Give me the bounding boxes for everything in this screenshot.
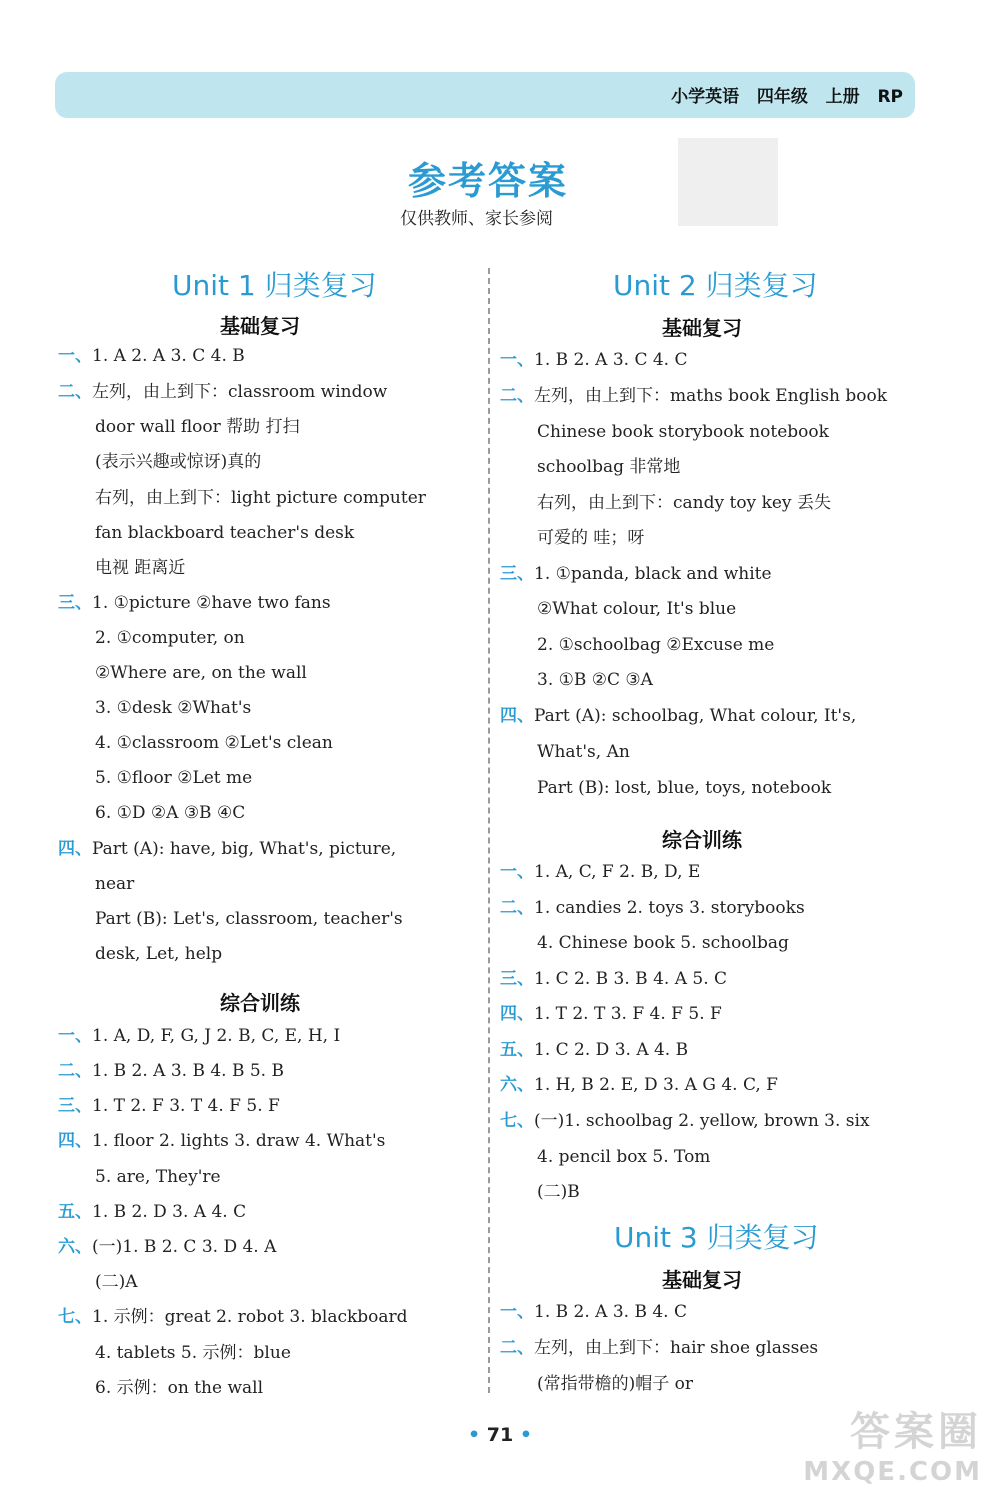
answer-text: 1. A, C, F 2. B, D, E <box>534 862 701 882</box>
left-answer-line <box>95 487 426 509</box>
right-answer-line <box>500 563 772 585</box>
answer-text: 1. A 2. A 3. C 4. B <box>92 346 245 366</box>
question-number-marker: 一、 <box>58 1026 92 1046</box>
question-number-marker: 五、 <box>58 1202 92 1222</box>
left-answer-line <box>58 838 396 860</box>
unit3-title: Unit 3 归类复习 <box>614 1221 819 1254</box>
left-answer-line <box>58 1130 385 1152</box>
question-number-marker: 二、 <box>58 1061 92 1081</box>
left-answer-line <box>95 943 222 965</box>
question-number-marker: 七、 <box>500 1111 534 1131</box>
left-answer-line <box>95 557 185 579</box>
left-answer-line <box>95 522 354 544</box>
right-answer-line <box>537 421 829 443</box>
unit1-title: Unit 1 归类复习 <box>172 269 377 302</box>
answer-text: (二)B <box>537 1182 580 1202</box>
left-answer-line <box>58 1060 284 1082</box>
answer-text: 1. C 2. D 3. A 4. B <box>534 1040 689 1060</box>
right-answer-line <box>537 456 680 478</box>
right-answer-line <box>500 705 856 727</box>
question-number-marker: 六、 <box>500 1075 534 1095</box>
left-answer-line <box>95 908 403 930</box>
answer-text: 1. floor 2. lights 3. draw 4. What's <box>92 1131 386 1151</box>
answer-text: 3. ①B ②C ③A <box>537 670 653 690</box>
left-answer-line <box>95 697 251 719</box>
right-answer-line <box>500 1301 687 1323</box>
answer-text: (一)1. schoolbag 2. yellow, brown 3. six <box>534 1111 870 1131</box>
answer-text: 左列，由上到下：hair shoe glasses <box>534 1338 819 1358</box>
unit2-basic-review-heading: 基础复习 <box>662 316 742 340</box>
answer-text: 6. ①D ②A ③B ④C <box>95 803 246 823</box>
right-answer-line <box>500 1074 778 1096</box>
unit1-comprehensive-heading: 综合训练 <box>220 991 300 1015</box>
answer-text: 3. ①desk ②What's <box>95 698 252 718</box>
right-answer-line <box>537 1373 693 1395</box>
question-number-marker: 三、 <box>500 969 534 989</box>
left-answer-line <box>95 802 245 824</box>
right-answer-line <box>500 385 887 407</box>
left-answer-line <box>58 1306 408 1328</box>
right-answer-line <box>537 1181 580 1203</box>
answer-text: schoolbag 非常地 <box>537 457 681 477</box>
left-answer-line <box>95 732 333 754</box>
answer-text: fan blackboard teacher's desk <box>95 523 355 543</box>
answer-text: 1. B 2. D 3. A 4. C <box>92 1202 247 1222</box>
right-answer-line <box>537 741 630 763</box>
answer-text: 可爱的 哇；呀 <box>537 528 645 548</box>
answer-text: 左列，由上到下：classroom window <box>92 382 388 402</box>
right-answer-line <box>537 669 653 691</box>
left-answer-line <box>95 627 245 649</box>
qr-code-placeholder <box>678 138 778 226</box>
answer-text: 1. B 2. A 3. C 4. C <box>534 350 688 370</box>
answer-text: What's, An <box>537 742 630 762</box>
unit2-title: Unit 2 归类复习 <box>613 269 818 302</box>
left-answer-line <box>58 381 387 403</box>
page-number: • 71 • <box>468 1424 532 1446</box>
answer-text: 5. ①floor ②Let me <box>95 768 253 788</box>
right-answer-line <box>537 598 736 620</box>
left-answer-line <box>95 1166 221 1188</box>
right-answer-line <box>500 1110 870 1132</box>
answer-text: 1. 示例：great 2. robot 3. blackboard <box>92 1307 408 1327</box>
header-label: 小学英语 四年级 上册 RP <box>671 87 903 107</box>
answer-text: 4. tablets 5. 示例：blue <box>95 1343 291 1363</box>
left-answer-line <box>95 1377 263 1399</box>
answer-text: Part (B): lost, blue, toys, notebook <box>537 778 832 798</box>
question-number-marker: 二、 <box>58 382 92 402</box>
right-answer-line <box>537 634 774 656</box>
answer-text: 右列，由上到下：light picture computer <box>95 488 426 508</box>
answer-text: 4. pencil box 5. Tom <box>537 1147 711 1167</box>
watermark-logo <box>803 1400 982 1487</box>
answer-text: 电视 距离近 <box>95 558 186 578</box>
question-number-marker: 四、 <box>58 1131 92 1151</box>
answer-text: 1. candies 2. toys 3. storybooks <box>534 898 805 918</box>
answer-text: 1. B 2. A 3. B 4. C <box>534 1302 687 1322</box>
right-answer-line <box>537 492 831 514</box>
answer-text: Part (A): schoolbag, What colour, It's, <box>534 706 857 726</box>
header-bar <box>55 72 915 118</box>
answer-text: desk, Let, help <box>95 944 223 964</box>
left-answer-line <box>95 451 261 473</box>
left-answer-line <box>95 416 300 438</box>
question-number-marker: 二、 <box>500 386 534 406</box>
right-answer-line <box>537 777 831 799</box>
answer-text: 1. T 2. T 3. F 4. F 5. F <box>534 1004 722 1024</box>
right-answer-line <box>500 1337 818 1359</box>
answer-text: 1. H, B 2. E, D 3. A G 4. C, F <box>534 1075 778 1095</box>
question-number-marker: 六、 <box>58 1237 92 1257</box>
question-number-marker: 一、 <box>58 346 92 366</box>
question-number-marker: 四、 <box>500 1004 534 1024</box>
unit2-comprehensive-heading: 综合训练 <box>662 828 742 852</box>
question-number-marker: 七、 <box>58 1307 92 1327</box>
left-answer-line <box>58 345 245 367</box>
question-number-marker: 四、 <box>58 839 92 859</box>
left-answer-line <box>95 662 307 684</box>
left-answer-line <box>58 1201 246 1223</box>
answer-text: (表示兴趣或惊讶)真的 <box>95 452 262 472</box>
left-answer-line <box>95 1271 138 1293</box>
answer-text: 左列，由上到下：maths book English book <box>534 386 888 406</box>
answer-text: 2. ①schoolbag ②Excuse me <box>537 635 775 655</box>
question-number-marker: 二、 <box>500 1338 534 1358</box>
question-number-marker: 二、 <box>500 898 534 918</box>
answer-text: 4. ①classroom ②Let's clean <box>95 733 333 753</box>
watermark-line2: MXQE.COM <box>803 1457 982 1487</box>
column-divider <box>488 268 490 1393</box>
answer-text: 1. B 2. A 3. B 4. B 5. B <box>92 1061 284 1081</box>
right-answer-line <box>537 1146 710 1168</box>
answer-text: (常指带檐的)帽子 or <box>537 1374 694 1394</box>
question-number-marker: 一、 <box>500 862 534 882</box>
right-answer-line <box>500 861 700 883</box>
answer-text: Part (A): have, big, What's, picture, <box>92 839 397 859</box>
answer-text: near <box>95 874 135 894</box>
page-number-value: 71 <box>486 1424 514 1446</box>
left-answer-line <box>58 1236 276 1258</box>
question-number-marker: 四、 <box>500 706 534 726</box>
right-answer-line <box>537 932 789 954</box>
answer-text: ②What colour, It's blue <box>537 599 737 619</box>
page-title: 参考答案 <box>408 159 569 203</box>
right-answer-line <box>500 1003 722 1025</box>
answer-text: 1. ①picture ②have two fans <box>92 593 331 613</box>
question-number-marker: 三、 <box>500 564 534 584</box>
answer-text: (一)1. B 2. C 3. D 4. A <box>92 1237 277 1257</box>
left-answer-line <box>95 767 252 789</box>
page-subtitle: 仅供教师、家长参阅 <box>400 209 553 229</box>
right-answer-line <box>537 527 644 549</box>
right-answer-line <box>500 897 805 919</box>
left-answer-line <box>95 1342 291 1364</box>
right-answer-line <box>500 968 727 990</box>
left-answer-line <box>58 592 331 614</box>
answer-text: 右列，由上到下：candy toy key 丢失 <box>537 493 831 513</box>
answer-text: Part (B): Let's, classroom, teacher's <box>95 909 403 929</box>
answer-text: ②Where are, on the wall <box>95 663 307 683</box>
watermark-line1: 答案圈 <box>850 1409 982 1455</box>
unit3-basic-review-heading: 基础复习 <box>662 1268 742 1292</box>
left-answer-line <box>95 873 134 895</box>
answer-text: (二)A <box>95 1272 138 1292</box>
answer-text: 6. 示例：on the wall <box>95 1378 264 1398</box>
answer-text: 2. ①computer, on <box>95 628 245 648</box>
left-answer-line <box>58 1025 340 1047</box>
question-number-marker: 三、 <box>58 1096 92 1116</box>
answer-text: Chinese book storybook notebook <box>537 422 829 442</box>
unit1-basic-review-heading: 基础复习 <box>220 314 300 338</box>
answer-text: 1. C 2. B 3. B 4. A 5. C <box>534 969 728 989</box>
question-number-marker: 三、 <box>58 593 92 613</box>
right-answer-line <box>500 349 688 371</box>
right-answer-line <box>500 1039 688 1061</box>
question-number-marker: 五、 <box>500 1040 534 1060</box>
answer-text: door wall floor 帮助 打扫 <box>95 417 300 437</box>
question-number-marker: 一、 <box>500 350 534 370</box>
answer-text: 1. T 2. F 3. T 4. F 5. F <box>92 1096 280 1116</box>
answer-text: 1. A, D, F, G, J 2. B, C, E, H, I <box>92 1026 341 1046</box>
question-number-marker: 一、 <box>500 1302 534 1322</box>
left-answer-line <box>58 1095 280 1117</box>
answer-text: 4. Chinese book 5. schoolbag <box>537 933 789 953</box>
answer-text: 5. are, They're <box>95 1167 221 1187</box>
answer-text: 1. ①panda, black and white <box>534 564 772 584</box>
